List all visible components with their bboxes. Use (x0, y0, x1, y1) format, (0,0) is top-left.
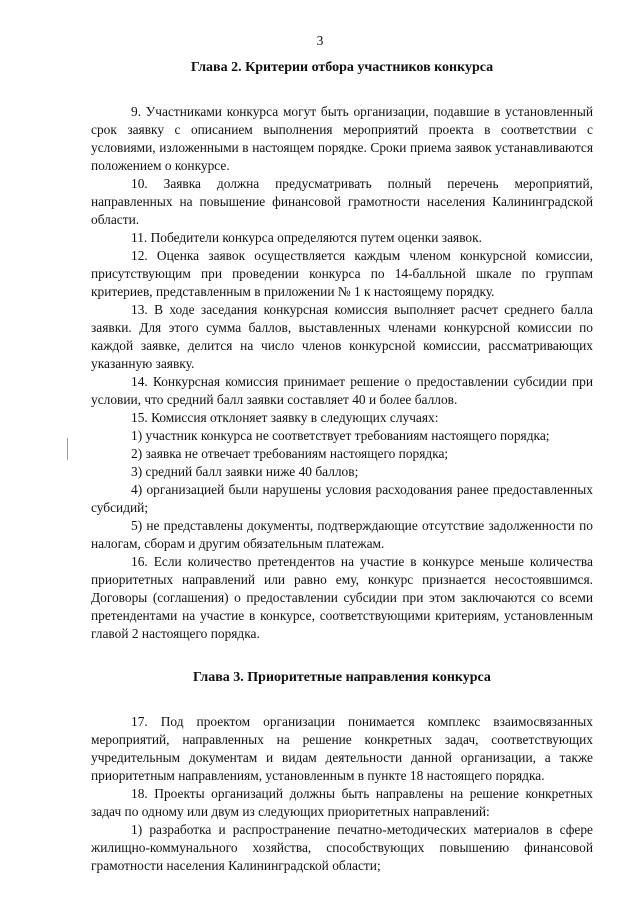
scan-margin-mark (67, 438, 68, 460)
paragraph-14: 14. Конкурсная комиссия принимает решение о предоставлении субсидии при условии, что средний балл заявки составляет 40 и более баллов. (91, 374, 593, 407)
list-item-15-2: 2) заявка не отвечает требованиям настоящего порядка; (131, 446, 449, 461)
paragraph-18: 18. Проекты организаций должны быть направлены на решение конкретных задач по одному или двум из следующих приоритетных направлений: (91, 786, 593, 819)
chapter-2-heading: Глава 2. Критерии отбора участников конкурса (190, 60, 494, 75)
chapter-3-heading: Глава 3. Приоритетные направления конкурса (193, 670, 491, 685)
list-item-18-1: 1) разработка и распространение печатно-методических материалов в сфере жилищно-коммунального хозяйства, способствующих повышению финансовой грамотности населения Калининградской области; (91, 822, 593, 873)
list-item-15-1: 1) участник конкурса не соответствует требованиям настоящего порядка; (131, 428, 550, 443)
paragraph-10: 10. Заявка должна предусматривать полный перечень мероприятий, направленных на повышение финансовой грамотности населения Калининградской области. (91, 176, 593, 227)
page-number: 3 (316, 33, 324, 48)
paragraph-16: 16. Если количество претендентов на участие в конкурсе меньше количества приоритетных направлений или равно ему, конкурс признается несостоявшимся. Договоры (соглашения) о предоставлении субсидии при этом заключаются со всеми претендентами на участие в конкурсе, соответствующими критериям, установленным главой 2 настоящего порядка. (91, 554, 593, 641)
paragraph-17: 17. Под проектом организации понимается комплекс взаимосвязанных мероприятий, направленных на решение конкретных задач, соответствующих учредительным документам и видам деятельности данной организации, а также приоритетным направлениям, установленным в пункте 18 настоящего порядка. (91, 714, 593, 783)
paragraph-15: 15. Комиссия отклоняет заявку в следующих случаях: (131, 410, 439, 425)
paragraph-13: 13. В ходе заседания конкурсная комиссия выполняет расчет среднего балла заявки. Для этого сумма баллов, выставленных членами конкурсной комиссии по каждой заявке, делится на число членов конкурсной комиссии, рассматривающих указанную заявку. (91, 302, 593, 371)
paragraph-11: 11. Победители конкурса определяются путем оценки заявок. (131, 230, 482, 245)
paragraph-9: 9. Участниками конкурса могут быть организации, подавшие в установленный срок заявку с описанием выполнения мероприятий проекта в соответствии с условиями, изложенными в настоящем порядке. Сроки приема заявок устанавливаются положением о конкурсе. (91, 104, 593, 173)
list-item-15-5: 5) не представлены документы, подтверждающие отсутствие задолженности по налогам, сборам и другим обязательным платежам. (91, 518, 593, 551)
document-body (91, 59, 593, 875)
list-item-15-4: 4) организацией были нарушены условия расходования ранее предоставленных субсидий; (91, 482, 593, 515)
paragraph-12: 12. Оценка заявок осуществляется каждым членом конкурсной комиссии, присутствующим при проведении конкурса по 14-балльной шкале по группам критериев, представленным в приложении № 1 к настоящему порядку. (91, 248, 593, 299)
list-item-15-3: 3) средний балл заявки ниже 40 баллов; (131, 464, 359, 479)
